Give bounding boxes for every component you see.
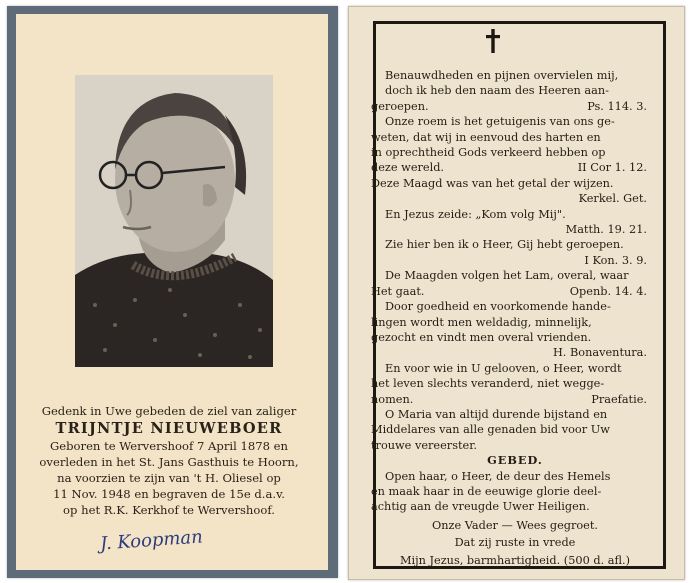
verse-line: En voor wie in U gelooven, o Heer, wordt (385, 361, 622, 375)
verse-line: Onze roem is het getuigenis van ons ge- (385, 115, 615, 129)
verse-line: gezocht en vindt men overal vrienden. (371, 330, 592, 344)
bio-line: op het R.K. Kerkhof te Wervershoof. (63, 503, 275, 517)
prayer-line: achtig aan de vreugde Uwer Heiligen. (371, 500, 590, 514)
verse-block (371, 268, 659, 299)
scripture-ref: I Kon. 3. 9. (584, 253, 647, 267)
verse-line: Door goedheid en voorkomende hande- (385, 300, 611, 314)
handwritten-signature: J. Koopman (99, 526, 204, 555)
verse-line: het leven slechts veranderd, niet wegge- (371, 377, 605, 391)
prayer-text (371, 68, 659, 568)
portrait-illustration (75, 75, 273, 367)
closing-line: Onze Vader — Wees gegroet. (431, 518, 599, 532)
verse-line: Middelares van alle genaden bid voor Uw (371, 423, 610, 437)
memorial-caption (27, 403, 311, 518)
closing-line: Dat zij ruste in vrede (454, 536, 576, 550)
verse-line: O Maria van altijd durende bijstand en (385, 407, 608, 421)
bio-line: 11 Nov. 1948 en begraven de 15e d.a.v. (53, 487, 285, 501)
scripture-ref: Praefatie. (591, 392, 647, 406)
scripture-ref: II Cor 1. 12. (577, 161, 647, 175)
verse-line: deze wereld. (371, 161, 445, 175)
bio-line: Geboren te Wervershoof 7 April 1878 en (50, 439, 288, 453)
portrait-photo (75, 75, 273, 367)
verse-line: En Jezus zeide: „Kom volg Mij". (385, 207, 566, 221)
memorial-line: Gedenk in Uwe gebeden de ziel van zaliger (41, 404, 297, 418)
scripture-ref: Ps. 114. 3. (587, 99, 647, 113)
verse-line: Het gaat. (371, 284, 425, 298)
verse-line: Deze Maagd was van het getal der wijzen. (371, 176, 614, 190)
closing-line: Mijn Jezus, barmhartigheid. (500 d. afl.) (399, 553, 631, 567)
verse-line-with-ref (371, 392, 659, 407)
prayer-heading: GEBED. (487, 453, 543, 468)
prayer-block (371, 469, 659, 515)
latin-cross-icon (483, 27, 503, 55)
verse-line-with-ref (371, 99, 659, 114)
verse-block (371, 407, 659, 453)
verse-line: nomen. (371, 392, 414, 406)
scripture-ref: Openb. 14. 4. (569, 284, 647, 298)
verse-line: Zie hier ben ik o Heer, Gij hebt geroepen. (385, 238, 624, 252)
verse-line-with-ref (371, 284, 659, 299)
verse-block (371, 114, 659, 176)
verse-block (371, 176, 659, 207)
verse-line: Benauwdheden en pijnen overvielen mij, (385, 69, 619, 82)
prayer-line: Open haar, o Heer, de deur des Hemels (385, 469, 611, 483)
verse-block (371, 207, 659, 238)
verse-line: geroepen. (371, 99, 429, 113)
verse-block (371, 299, 659, 361)
scripture-ref: H. Bonaventura. (552, 346, 647, 360)
verse-line-with-ref (371, 160, 659, 175)
verse-block (371, 68, 659, 114)
verse-block (371, 361, 659, 407)
verse-line: lingen wordt men weldadig, minnelijk, (371, 315, 592, 329)
bio-line: overleden in het St. Jans Gasthuis te Hoorn, (39, 455, 299, 469)
bio-line: na voorzien te zijn van 't H. Oliesel op (57, 471, 281, 485)
verse-line: doch ik heb den naam des Heeren aan- (385, 84, 609, 98)
verse-line: De Maagden volgen het Lam, overal, waar (385, 269, 629, 283)
verse-block (371, 237, 659, 268)
verse-line: trouwe vereerster. (371, 438, 477, 452)
scripture-ref: Kerkel. Get. (578, 192, 647, 206)
scripture-ref: Matth. 19. 21. (565, 223, 647, 237)
prayer-line: en maak haar in de eeuwige glorie deel- (371, 484, 602, 498)
deceased-name: TRIJNTJE NIEUWEBOER (55, 420, 283, 437)
verse-line: in oprechtheid Gods verkeerd hebben op (371, 146, 606, 160)
verse-line: weten, dat wij in eenvoud des harten en (371, 130, 601, 144)
